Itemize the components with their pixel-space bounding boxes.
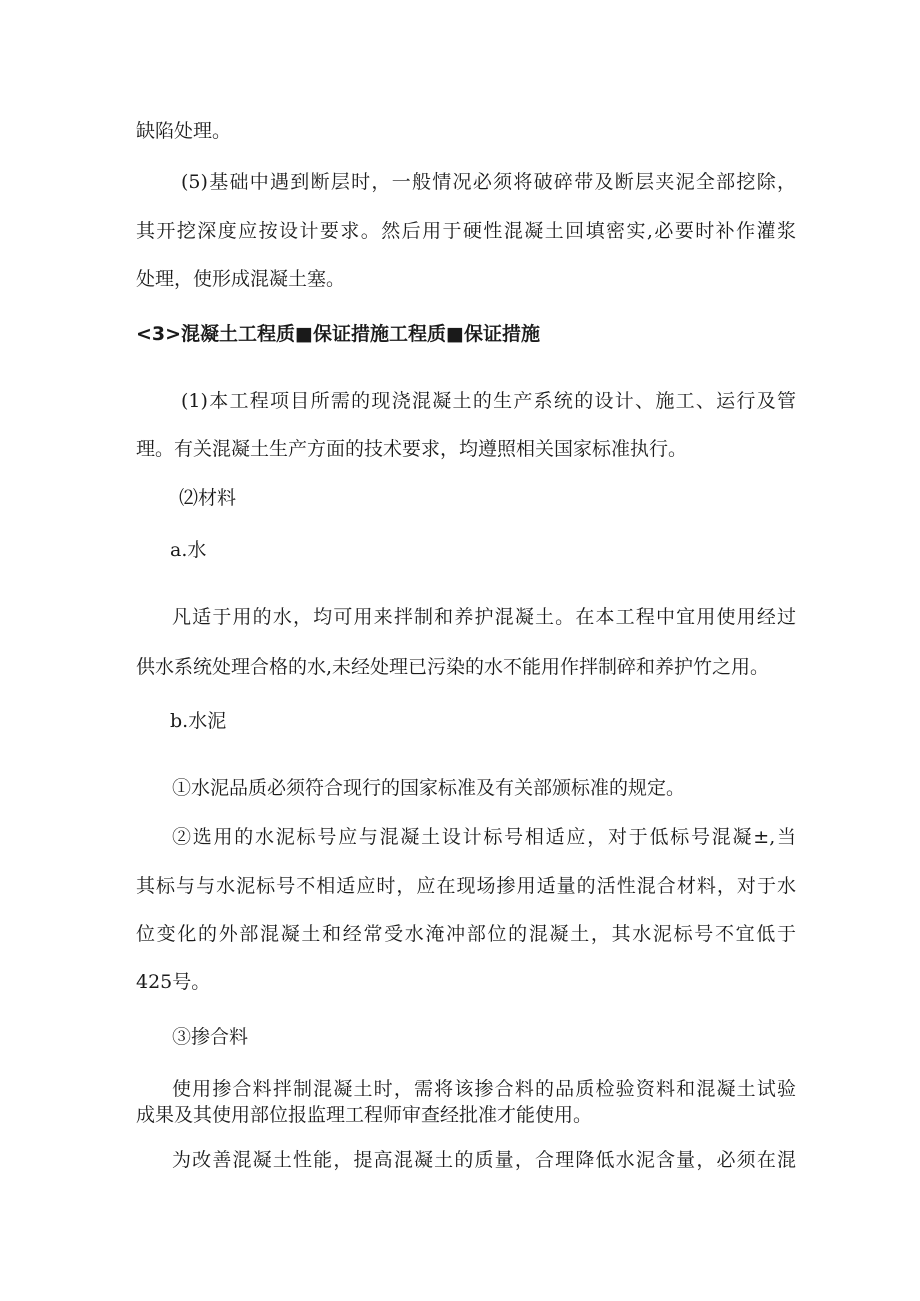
subheading-materials: ⑵材料 xyxy=(179,487,237,509)
section-heading: <3>混凝土工程质■保证措施工程质■保证措施 xyxy=(136,323,540,345)
paragraph-1-line-2: 理。有关混凝土生产方面的技术要求，均遵照相关国家标准执行。 xyxy=(136,438,688,460)
paragraph-water-line-2: 供水系统处理合格的水,未经处理已污染的水不能用作拌制碎和养护竹之用。 xyxy=(136,656,770,678)
subheading-water: a.水 xyxy=(170,539,207,561)
cement-item-2-line-2: 其标与与水泥标号不相适应时，应在现场掺用适量的活性混合材料，对于水 xyxy=(136,875,796,897)
paragraph-improve-line-1: 为改善混凝土性能，提高混凝土的质量，合理降低水泥含量，必须在混 xyxy=(172,1149,796,1171)
text-line-continuation: 缺陷处理。 xyxy=(136,120,232,142)
paragraph-admixture-line-1: 使用掺合料拌制混凝土时，需将该掺合料的品质检验资料和混凝土试验 xyxy=(172,1078,796,1100)
subheading-cement: b.水泥 xyxy=(170,710,227,732)
paragraph-5-line-2: 其开挖深度应按设计要求。然后用于硬性混凝土回填密实,必要时补作灌浆 xyxy=(136,220,796,242)
paragraph-5-line-3: 处理，使形成混凝土塞。 xyxy=(136,268,346,290)
paragraph-admixture-line-2: 成果及其使用部位报监理工程师审查经批准才能使用。 xyxy=(136,1104,593,1126)
cement-item-2-line-1: ②选用的水泥标号应与混凝土设计标号相适应，对于低标号混凝±,当 xyxy=(172,826,796,848)
cement-item-1: ①水泥品质必须符合现行的国家标准及有关部颁标准的规定。 xyxy=(172,777,686,799)
paragraph-5-line-1: (5)基础中遇到断层时，一般情况必须将破碎带及断层夹泥全部挖除， xyxy=(181,171,796,193)
subheading-admixture: ③掺合料 xyxy=(172,1026,249,1048)
cement-item-2-line-3: 位变化的外部混凝土和经常受水淹冲部位的混凝土，其水泥标号不宜低于 xyxy=(136,923,796,945)
paragraph-1-line-1: (1)本工程项目所需的现浇混凝土的生产系统的设计、施工、运行及管 xyxy=(181,390,796,412)
paragraph-water-line-1: 凡适于用的水，均可用来拌制和养护混凝土。在本工程中宜用使用经过 xyxy=(172,606,796,628)
cement-item-2-line-4: 425号。 xyxy=(136,971,211,993)
